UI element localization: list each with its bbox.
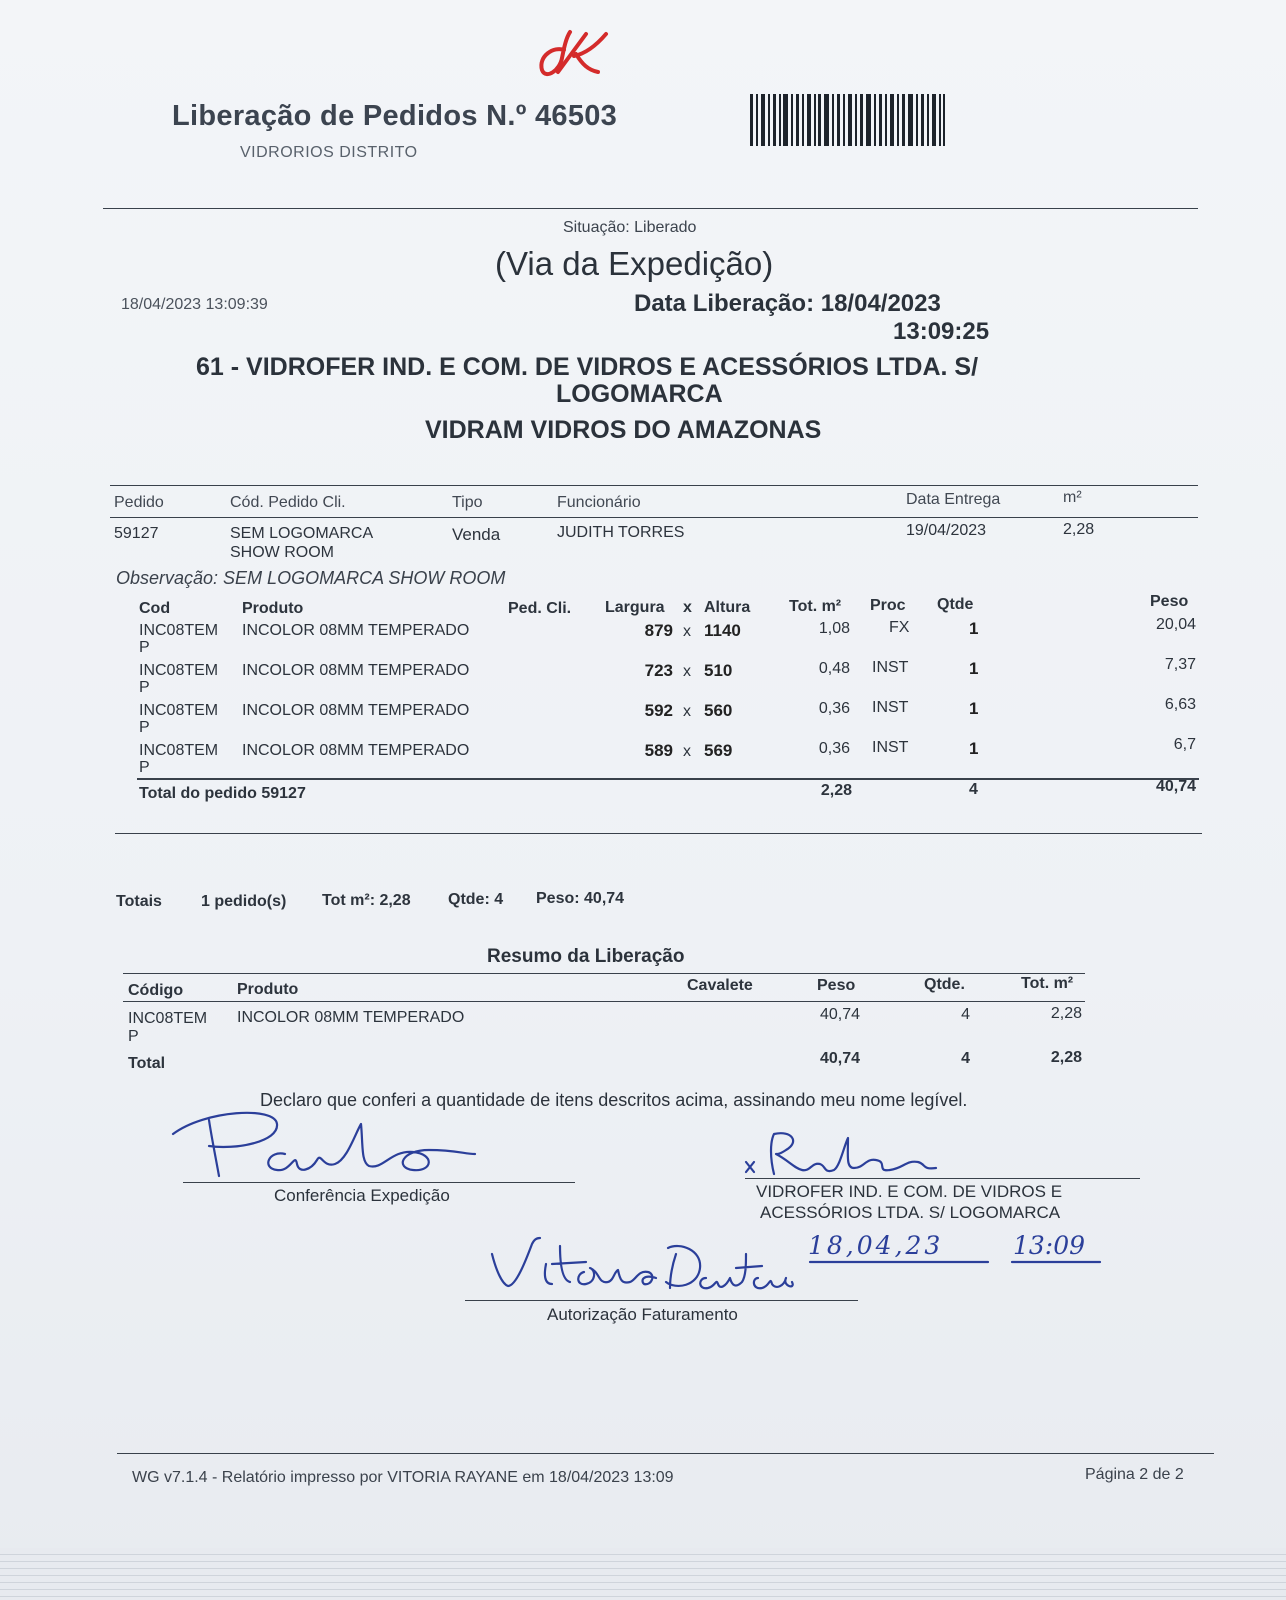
order-pedido: 59127 [114, 525, 159, 542]
items-header-ped-cli: Ped. Cli. [508, 600, 572, 617]
item-tot-m2: 0,36 [818, 700, 850, 717]
item-proc: INST [872, 739, 909, 756]
divider [110, 485, 1198, 486]
resumo-title: Resumo da Liberação [487, 946, 685, 967]
client-name-line3: VIDRAM VIDROS DO AMAZONAS [425, 416, 822, 444]
order-total-tot-m2: 2,28 [820, 782, 852, 799]
signature-conferencia [165, 1104, 505, 1184]
item-altura: 510 [704, 661, 733, 680]
data-liberacao-time: 13:09:25 [893, 318, 990, 345]
item-cod-suffix: P [139, 639, 150, 656]
item-produto: INCOLOR 08MM TEMPERADO [242, 662, 470, 679]
item-cod-suffix: P [139, 759, 150, 776]
declaration-text: Declaro que conferi a quantidade de itens descritos acima, assinando meu nome legível. [260, 1090, 968, 1110]
totais-tot-m2: Tot m²: 2,28 [322, 892, 411, 909]
item-peso: 6,63 [1164, 696, 1196, 713]
totais-qtde: Qtde: 4 [448, 891, 504, 908]
items-header-peso: Peso [1150, 593, 1189, 610]
order-header-funcionario: Funcionário [557, 494, 641, 511]
signature-line [183, 1182, 575, 1183]
resumo-header-produto: Produto [237, 981, 299, 998]
order-observacao: Observação: SEM LOGOMARCA SHOW ROOM [116, 568, 506, 588]
resumo-total-label: Total [128, 1055, 166, 1072]
item-qtde: 1 [969, 739, 979, 758]
signature-autorizacao [480, 1224, 800, 1304]
item-produto: INCOLOR 08MM TEMPERADO [242, 702, 470, 719]
items-header-cod: Cod [139, 600, 171, 617]
conferencia-label: Conferência Expedição [274, 1186, 450, 1205]
client-signature-label-1: VIDROFER IND. E COM. DE VIDROS E [756, 1182, 1063, 1201]
company-name: VIDRORIOS DISTRITO [240, 144, 418, 161]
totais-label: Totais [116, 893, 162, 910]
items-header-x: x [683, 599, 692, 616]
resumo-produto: INCOLOR 08MM TEMPERADO [237, 1009, 465, 1026]
item-cod: INC08TEM [139, 702, 219, 719]
items-header-tot-m2: Tot. m² [789, 598, 842, 615]
item-proc: INST [872, 659, 909, 676]
client-name-line1: 61 - VIDROFER IND. E COM. DE VIDROS E ACESSÓRIOS LTDA. S/ [196, 353, 979, 381]
signature-line [465, 1300, 858, 1301]
svg-text:13:09: 13:09 [1013, 1231, 1086, 1260]
paper-stack-edge [0, 1548, 1286, 1600]
item-peso: 20,04 [1155, 616, 1196, 633]
divider [117, 1453, 1214, 1454]
resumo-qtde: 4 [961, 1006, 970, 1023]
items-header-altura: Altura [704, 599, 751, 616]
items-header-qtde: Qtde [937, 596, 974, 613]
divider [123, 1001, 1085, 1002]
item-cod: INC08TEM [139, 622, 219, 639]
resumo-codigo: INC08TEM [128, 1010, 208, 1027]
order-header-tipo: Tipo [452, 494, 483, 511]
divider [123, 973, 1085, 974]
item-cod: INC08TEM [139, 662, 219, 679]
svg-text:18,04,23: 18,04,23 [808, 1231, 944, 1260]
divider [103, 208, 1198, 209]
resumo-peso: 40,74 [819, 1006, 860, 1023]
items-header-produto: Produto [242, 600, 304, 617]
signature-client [740, 1128, 960, 1184]
order-total-label: Total do pedido 59127 [139, 785, 306, 802]
item-largura: 879 [644, 621, 673, 640]
item-proc: INST [872, 699, 909, 716]
resumo-header-qtde: Qtde. [924, 976, 965, 993]
client-signature-label-2: ACESSÓRIOS LTDA. S/ LOGOMARCA [760, 1203, 1061, 1222]
item-largura: 592 [644, 701, 673, 720]
item-produto: INCOLOR 08MM TEMPERADO [242, 742, 470, 759]
order-header-m2: m² [1063, 489, 1082, 506]
resumo-header-peso: Peso [817, 977, 856, 994]
data-liberacao: Data Liberação: 18/04/2023 [634, 290, 941, 317]
resumo-header-tot-m2: Tot. m² [1021, 975, 1074, 992]
item-produto: INCOLOR 08MM TEMPERADO [242, 622, 470, 639]
resumo-total-peso: 40,74 [819, 1050, 860, 1067]
items-header-proc: Proc [870, 597, 906, 614]
item-peso: 6,7 [1173, 736, 1196, 753]
resumo-total-tot-m2: 2,28 [1050, 1049, 1082, 1066]
printed-timestamp: 18/04/2023 13:09:39 [121, 296, 268, 313]
resumo-tot-m2: 2,28 [1050, 1005, 1082, 1022]
item-peso: 7,37 [1164, 656, 1196, 673]
status-situacao: Situação: Liberado [563, 219, 697, 236]
order-total-qtde: 4 [969, 781, 978, 798]
item-altura: 1140 [704, 621, 741, 640]
divider [137, 778, 1199, 780]
item-x: x [683, 743, 691, 760]
item-tot-m2: 1,08 [818, 620, 850, 637]
signature-line [745, 1178, 1140, 1179]
item-largura: 723 [644, 661, 673, 680]
item-altura: 560 [704, 701, 733, 720]
order-tipo: Venda [452, 525, 501, 544]
item-qtde: 1 [969, 619, 979, 638]
totais-pedidos: 1 pedido(s) [201, 893, 287, 910]
item-qtde: 1 [969, 659, 979, 678]
item-largura: 589 [644, 741, 673, 760]
item-cod: INC08TEM [139, 742, 219, 759]
document-title: Liberação de Pedidos N.º 46503 [172, 100, 618, 132]
item-cod-suffix: P [139, 679, 150, 696]
order-header-pedido: Pedido [114, 494, 164, 511]
item-cod-suffix: P [139, 719, 150, 736]
order-cod-pedido-cli-2: SHOW ROOM [230, 544, 334, 561]
item-x: x [683, 623, 691, 640]
client-name-line2: LOGOMARCA [556, 380, 723, 408]
resumo-codigo-suffix: P [128, 1028, 139, 1045]
footer-printed-by: WG v7.1.4 - Relatório impresso por VITORIA RAYANE em 18/04/2023 13:09 [132, 1469, 674, 1486]
item-tot-m2: 0,48 [818, 660, 850, 677]
handwritten-date-time [808, 1230, 1108, 1266]
item-tot-m2: 0,36 [818, 740, 850, 757]
footer-page-number: Página 2 de 2 [1085, 1466, 1184, 1483]
divider [110, 517, 1198, 518]
item-proc: FX [889, 619, 910, 636]
item-x: x [683, 703, 691, 720]
order-header-cod-pedido-cli: Cód. Pedido Cli. [230, 494, 346, 511]
autorizacao-label: Autorização Faturamento [547, 1305, 738, 1324]
divider [115, 833, 1202, 834]
order-m2: 2,28 [1063, 521, 1095, 538]
stamp-initials [528, 20, 618, 84]
order-total-peso: 40,74 [1155, 778, 1196, 795]
order-cod-pedido-cli-1: SEM LOGOMARCA [230, 525, 374, 542]
totais-peso: Peso: 40,74 [536, 890, 625, 907]
order-data-entrega: 19/04/2023 [906, 522, 987, 539]
resumo-header-codigo: Código [128, 982, 184, 999]
order-funcionario: JUDITH TORRES [557, 524, 685, 541]
item-x: x [683, 663, 691, 680]
item-qtde: 1 [969, 699, 979, 718]
resumo-header-cavalete: Cavalete [687, 977, 753, 994]
via-label: (Via da Expedição) [495, 245, 774, 282]
resumo-total-qtde: 4 [961, 1050, 970, 1067]
items-header-largura: Largura [605, 599, 665, 616]
barcode [750, 94, 945, 146]
order-header-data-entrega: Data Entrega [906, 491, 1001, 508]
item-altura: 569 [704, 741, 733, 760]
